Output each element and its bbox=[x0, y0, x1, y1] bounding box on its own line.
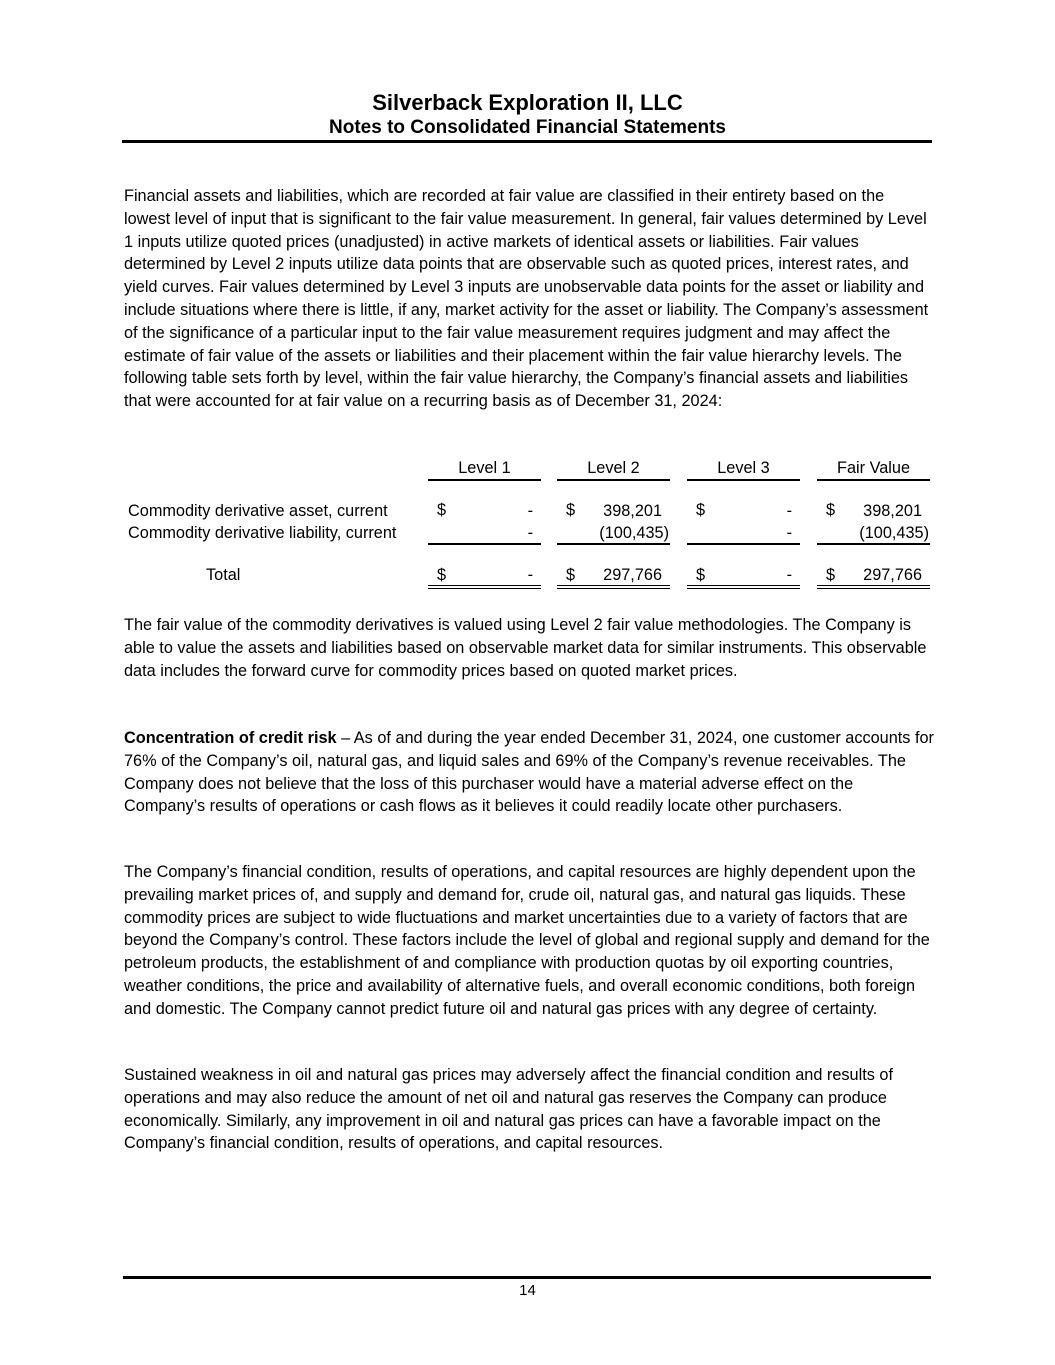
cell-value: 398,201 bbox=[863, 502, 922, 520]
cell-text: (100,435) bbox=[599, 524, 669, 542]
cell-value: 398,201 bbox=[603, 502, 662, 520]
company-name: Silverback Exploration II, LLC bbox=[372, 90, 683, 115]
cell-text: 297,766 bbox=[863, 566, 922, 584]
paragraph-level-2-methodology: The fair value of the commodity derivatives is valued using Level 2 fair value methodologies. The Company is able to value the assets and liabilities based on observable market data for similar instruments. This observable data includes the forward curve for commodity prices based on quoted market prices. bbox=[124, 616, 927, 680]
header-level-3: Level 3 bbox=[687, 458, 800, 481]
row-label-asset: Commodity derivative asset, current bbox=[128, 502, 388, 520]
paragraph-price-weakness: Sustained weakness in oil and natural gas prices may adversely affect the financial condition and results of operations and may also reduce the amount of net oil and natural gas reserves the Company can produce economically. Similarly, any improvement in oil and natural gas prices can have a favorable impact on the Company’s financial condition, results of operations, and capital resources. bbox=[124, 1066, 893, 1153]
cell-text: 297,766 bbox=[603, 566, 662, 584]
total-cell bbox=[428, 565, 541, 589]
currency-symbol: $ bbox=[566, 501, 576, 519]
cell-value: - bbox=[527, 502, 533, 520]
currency-symbol: $ bbox=[696, 501, 706, 519]
paragraph-market-prices: The Company’s financial condition, results of operations, and capital resources are highly dependent upon the prevailing market prices of, and supply and demand for, crude oil, natural gas, and natural gas liquids. These commodity prices are subject to wide fluctuations and market uncertainties due to a variety of factors that are beyond the Company’s control. These factors include the level of global and regional supply and demand for the petroleum products, the establishment of and compliance with production quotas by oil exporting countries, weather conditions, the price and availability of alternative fuels, and overall economic conditions, both foreign and domestic. The Company cannot predict future oil and natural gas prices with any degree of certainty. bbox=[124, 863, 930, 1018]
cell-value bbox=[557, 523, 670, 545]
total-cell bbox=[817, 565, 930, 589]
header-rule bbox=[122, 140, 932, 143]
cell-text: - bbox=[527, 566, 533, 584]
row-label-total: Total bbox=[206, 566, 241, 584]
cell-value bbox=[817, 523, 930, 545]
currency-symbol: $ bbox=[696, 566, 706, 584]
cell-text: - bbox=[786, 566, 792, 584]
credit-risk-text: – As of and during the year ended December 31, 2024, one customer accounts for 76% of the Company’s oil, natural gas, and liquid sales and 69% of the Company’s revenue receivables. The Company does not believe that the loss of this purchaser would have a material adverse effect on the Company’s results of operations or cash flows as it believes it could readily locate other purchasers. bbox=[124, 729, 934, 816]
footer-rule bbox=[123, 1276, 931, 1279]
page-number: 14 bbox=[519, 1282, 536, 1299]
cell-value bbox=[687, 523, 800, 545]
paragraph-credit-risk bbox=[124, 727, 934, 818]
cell-value bbox=[428, 523, 541, 545]
cell-text: - bbox=[786, 524, 792, 542]
currency-symbol: $ bbox=[826, 566, 836, 584]
total-cell bbox=[687, 565, 800, 589]
header-level-2: Level 2 bbox=[557, 458, 670, 481]
cell-text: (100,435) bbox=[859, 524, 929, 542]
paragraph-fair-value-hierarchy: Financial assets and liabilities, which are recorded at fair value are classified in their entirety based on the lowest level of input that is significant to the fair value measurement. In general, fair values determined by Level 1 inputs utilize quoted prices (unadjusted) in active markets of identical assets or liabilities. Fair values determined by Level 2 inputs utilize data points that are observable such as quoted prices, interest rates, and yield curves. Fair values determined by Level 3 inputs are unobservable data points for the asset or liability and include situations where there is little, if any, market activity for the asset or liability. The Company’s assessment of the significance of a particular input to the fair value measurement requires judgment and may affect the estimate of fair value of the assets or liabilities and their placement within the fair value hierarchy levels. The following table sets forth by level, within the fair value hierarchy, the Company’s financial assets and liabilities that were accounted for at fair value on a recurring basis as of December 31, 2024: bbox=[124, 187, 929, 411]
total-cell bbox=[557, 565, 670, 589]
row-label-liability: Commodity derivative liability, current bbox=[128, 524, 397, 542]
credit-risk-heading: Concentration of credit risk bbox=[124, 729, 337, 747]
currency-symbol: $ bbox=[437, 501, 447, 519]
currency-symbol: $ bbox=[437, 566, 447, 584]
page-subtitle: Notes to Consolidated Financial Statements bbox=[329, 117, 726, 138]
currency-symbol: $ bbox=[826, 501, 836, 519]
header-fair-value: Fair Value bbox=[817, 458, 930, 481]
currency-symbol: $ bbox=[566, 566, 576, 584]
cell-value: - bbox=[786, 502, 792, 520]
header-level-1: Level 1 bbox=[428, 458, 541, 481]
cell-text: - bbox=[527, 524, 533, 542]
